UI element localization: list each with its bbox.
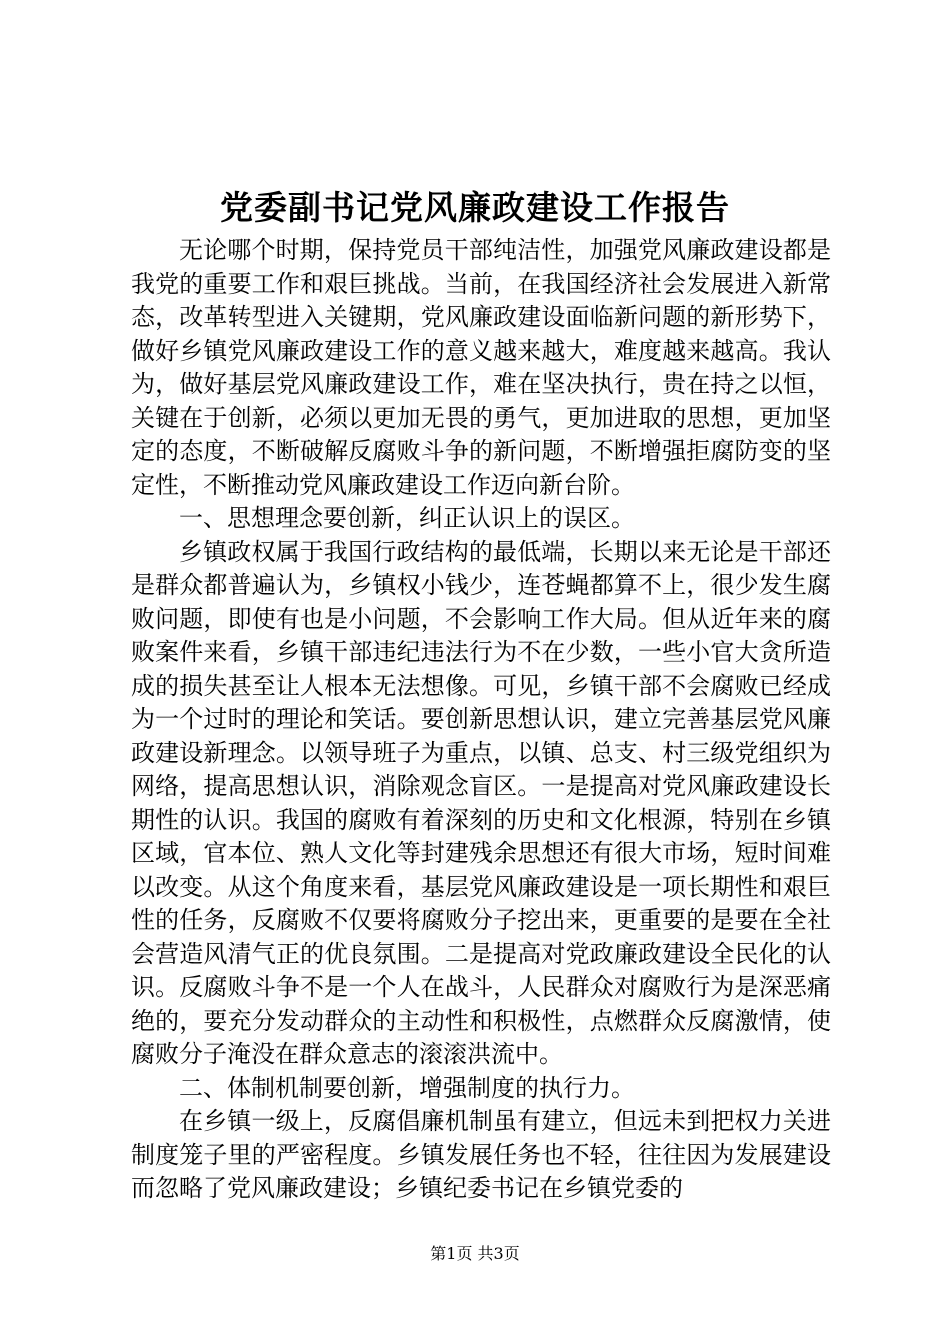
document-body: [131, 234, 831, 1206]
paragraph-section-1: 乡镇政权属于我国行政结构的最低端，长期以来无论是干部还是群众都普遍认为，乡镇权小钱少，连苍蝇都算不上，很少发生腐败问题，即使有也是小问题，不会影响工作大局。但从近年来的腐败案件来看，乡镇干部违纪违法行为不在少数，一些小官大贪所造成的损失甚至让人根本无法想像。可见，乡镇干部不会腐败已经成为一个过时的理论和笑话。要创新思想认识，建立完善基层党风廉政建设新理念。以领导班子为重点，以镇、总支、村三级党组织为网络，提高思想认识，消除观念盲区。一是提高对党风廉政建设长期性的认识。我国的腐败有着深刻的历史和文化根源，特别在乡镇区域，官本位、熟人文化等封建残余思想还有很大市场，短时间难以改变。从这个角度来看，基层党风廉政建设是一项长期性和艰巨性的任务，反腐败不仅要将腐败分子挖出来，更重要的是要在全社会营造风清气正的优良氛围。二是提高对党政廉政建设全民化的认识。反腐败斗争不是一个人在战斗，人民群众对腐败行为是深恶痛绝的，要充分发动群众的主动性和积极性，点燃群众反腐激情，使腐败分子淹没在群众意志的滚滚洪流中。: [131, 537, 831, 1068]
section-heading-1: 一、思想理念要创新，纠正认识上的误区。: [179, 504, 635, 532]
page-number-footer: 第1页 共3页: [430, 1244, 520, 1263]
document-title: 党委副书记党风廉政建设工作报告: [220, 188, 730, 227]
section-heading-2: 二、体制机制要创新，增强制度的执行力。: [179, 1073, 635, 1102]
paragraph-intro: 无论哪个时期，保持党员干部纯洁性，加强党风廉政建设都是我党的重要工作和艰巨挑战。当前，在我国经济社会发展进入新常态，改革转型进入关键期，党风廉政建设面临新问题的新形势下，做好乡镇党风廉政建设工作的意义越来越大，难度越来越高。我认为，做好基层党风廉政建设工作，难在坚决执行，贵在持之以恒，关键在于创新，必须以更加无畏的勇气，更加进取的思想，更加坚定的态度，不断破解反腐败斗争的新问题，不断增强拒腐防变的坚定性，不断推动党风廉政建设工作迈向新台阶。: [131, 236, 831, 499]
paragraph-section-2: 在乡镇一级上，反腐倡廉机制虽有建立，但远未到把权力关进制度笼子里的严密程度。乡镇发展任务也不轻，往往因为发展建设而忽略了党风廉政建设；乡镇纪委书记在乡镇党委的: [131, 1107, 831, 1202]
